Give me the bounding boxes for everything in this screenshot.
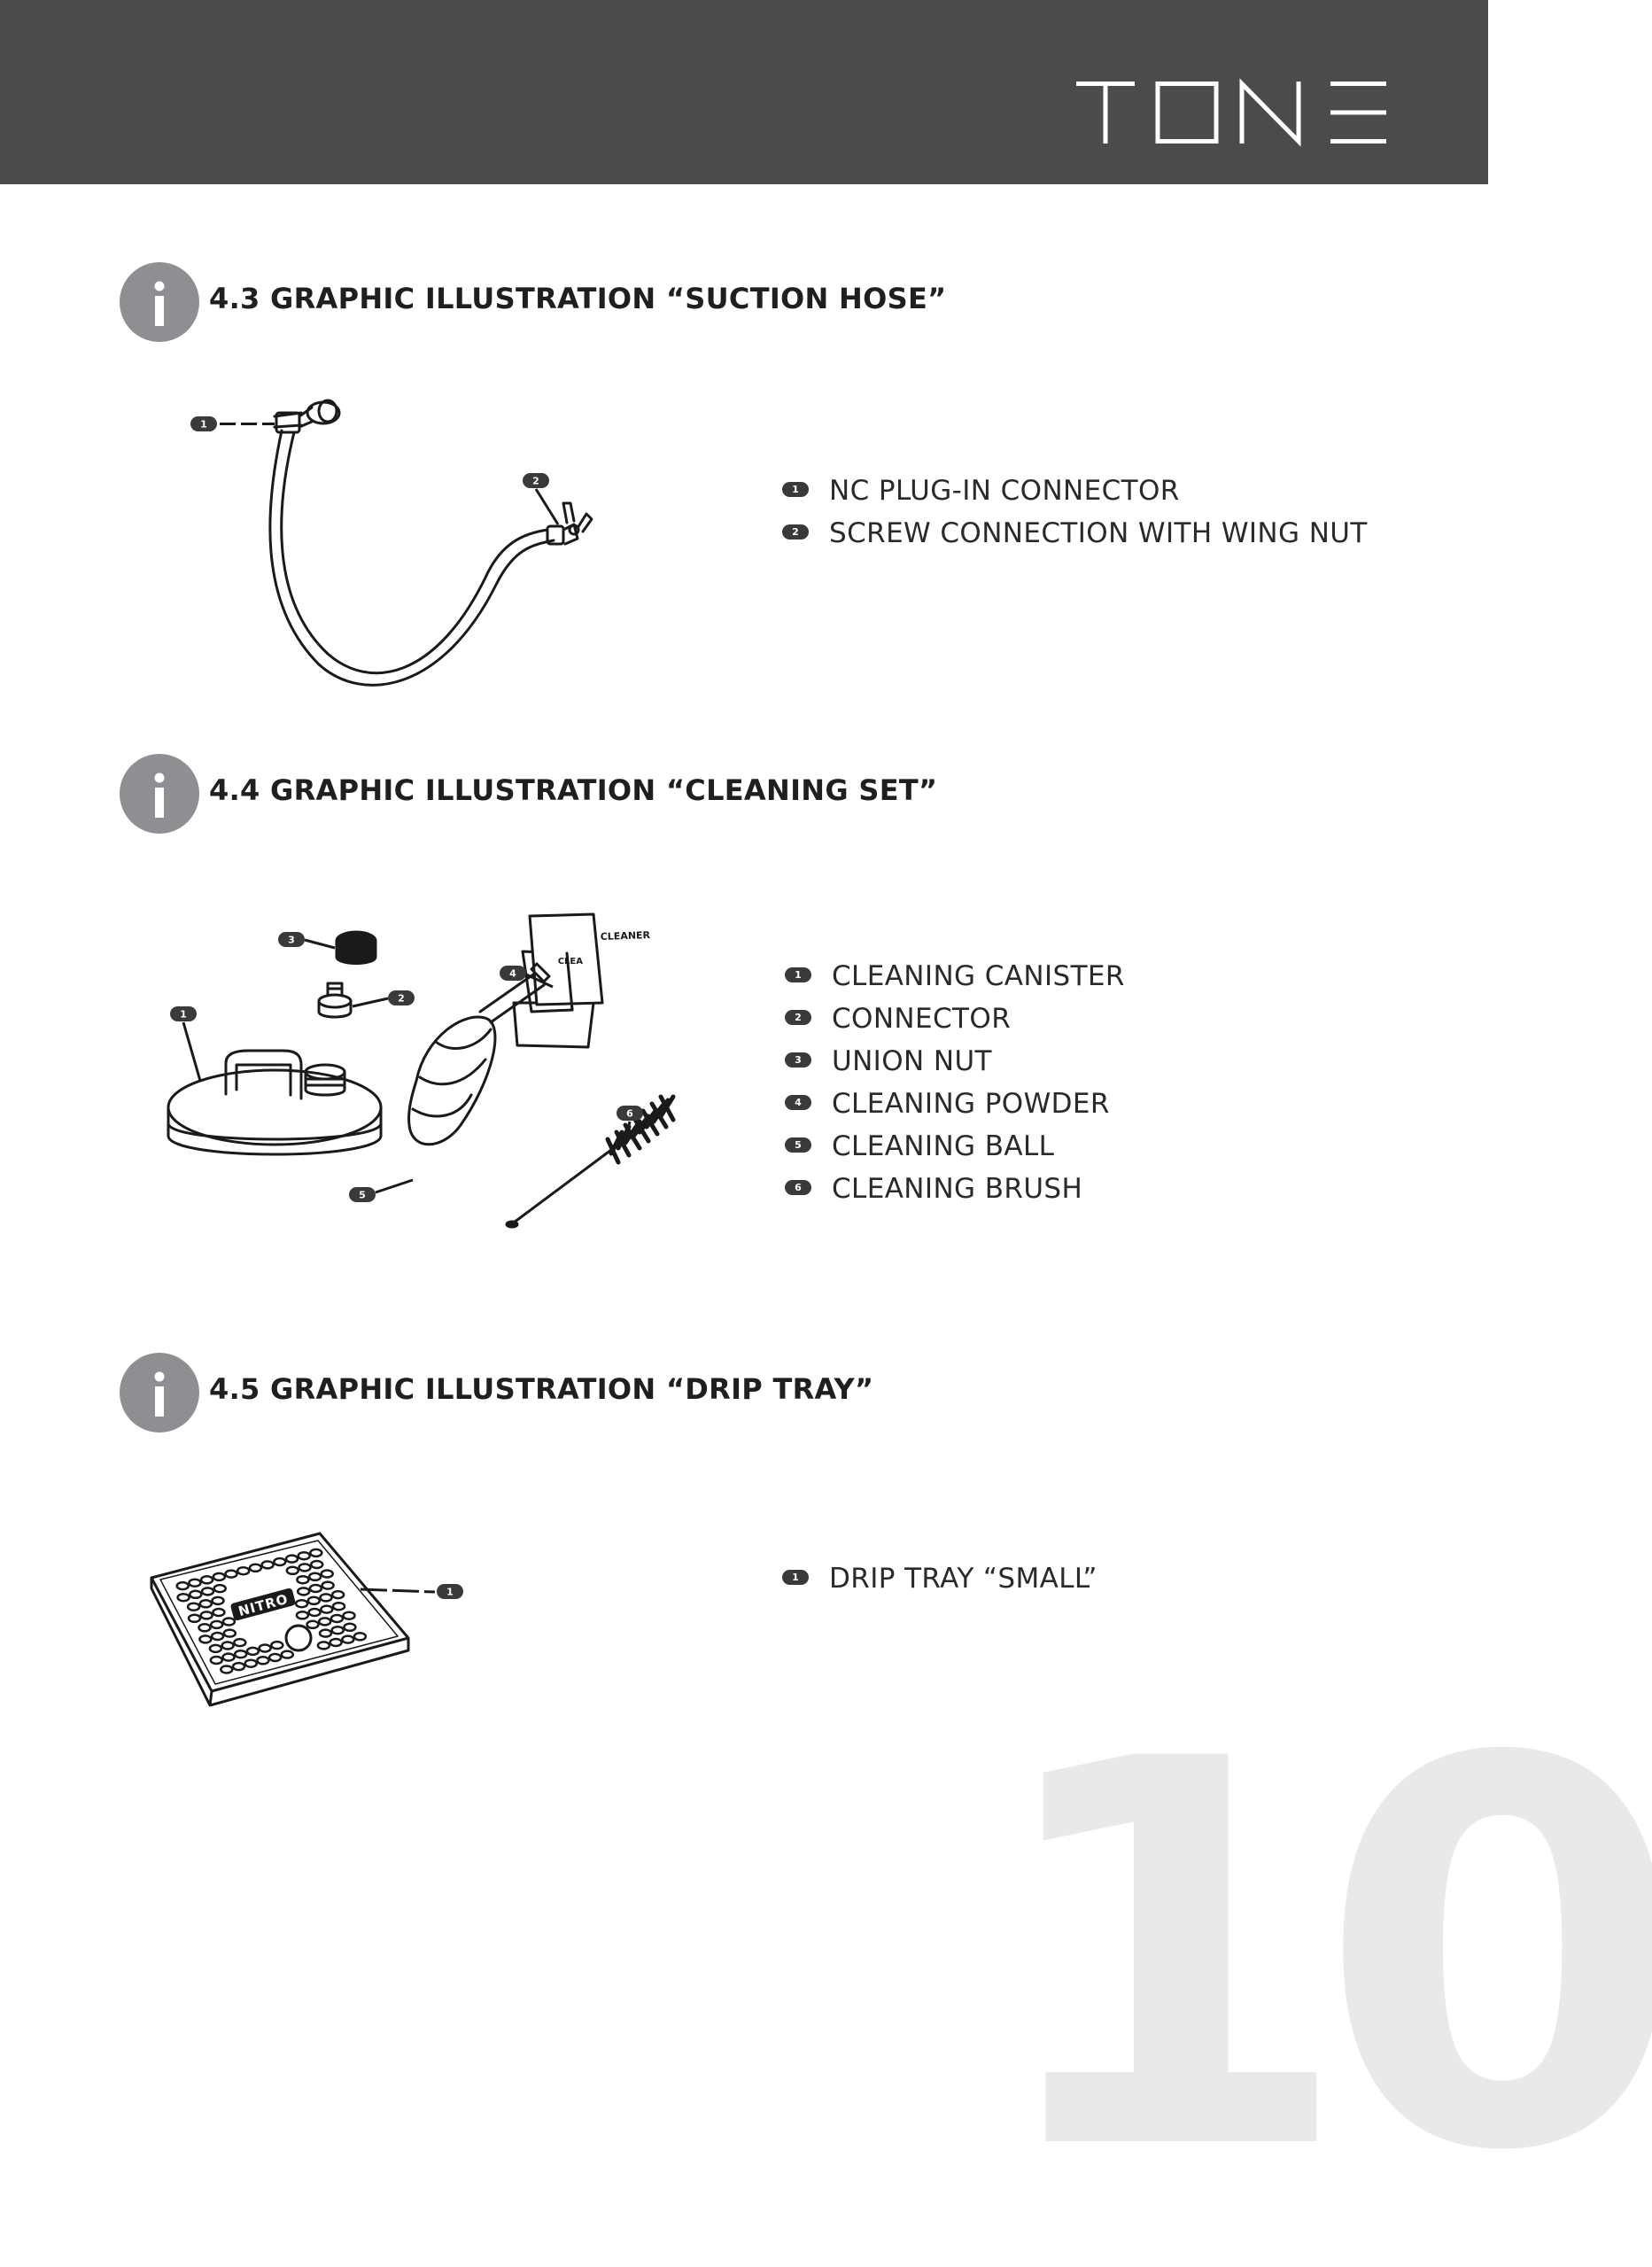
callout-number: 2 [532,475,539,487]
page-header [0,0,1488,184]
section-title: 4.3 GRAPHIC ILLUSTRATION “SUCTION HOSE” [209,282,947,315]
cleaning-set-illustration [151,912,717,1249]
item-label: SCREW CONNECTION WITH WING NUT [829,517,1368,549]
item-number-badge: 4 [785,1095,811,1110]
section-title: 4.5 GRAPHIC ILLUSTRATION “DRIP TRAY” [209,1372,874,1406]
item-number-badge: 1 [782,1570,809,1585]
item-number-badge: 2 [785,1010,811,1025]
item-label: CLEANING BALL [832,1130,1055,1162]
callout-number: 1 [446,1586,454,1598]
item-number-badge: 1 [782,482,809,497]
drip-tray-illustration [146,1528,483,1723]
item-label: CLEANING POWDER [832,1088,1110,1120]
item-label: CLEANING CANISTER [832,960,1125,992]
tray-brand: NITRO [237,1590,291,1620]
item-number-badge: 3 [785,1052,811,1068]
callout-number: 3 [288,934,295,946]
page-number [983,1648,1652,2267]
item-number-badge: 1 [785,967,811,982]
callout-number: 1 [180,1008,187,1021]
callout-number: 2 [398,992,405,1005]
brand-name: TONE [1229,116,1234,118]
packet-label-partial: CLEA [557,957,583,967]
item-label: UNION NUT [832,1045,992,1077]
info-icon [120,262,199,342]
info-icon [120,1353,199,1432]
callout-number: 6 [626,1107,633,1120]
item-label: CONNECTOR [832,1003,1012,1035]
item-number-badge: 5 [785,1137,811,1153]
callout-number: 5 [359,1189,366,1201]
suction-hose-illustration [177,381,638,700]
item-label: CLEANING BRUSH [832,1173,1083,1205]
item-label: DRIP TRAY “SMALL” [829,1563,1097,1595]
packet-label: CLEANER [600,929,651,943]
callout-number: 1 [200,418,207,431]
page-number-text: 10 [983,1648,1652,2267]
item-number-badge: 2 [782,524,809,540]
section-title: 4.4 GRAPHIC ILLUSTRATION “CLEANING SET” [209,773,938,807]
info-icon [120,754,199,834]
item-label: NC PLUG-IN CONNECTOR [829,475,1180,507]
tone-logo [1076,82,1386,144]
callout-number: 4 [509,967,516,980]
item-number-badge: 6 [785,1180,811,1195]
